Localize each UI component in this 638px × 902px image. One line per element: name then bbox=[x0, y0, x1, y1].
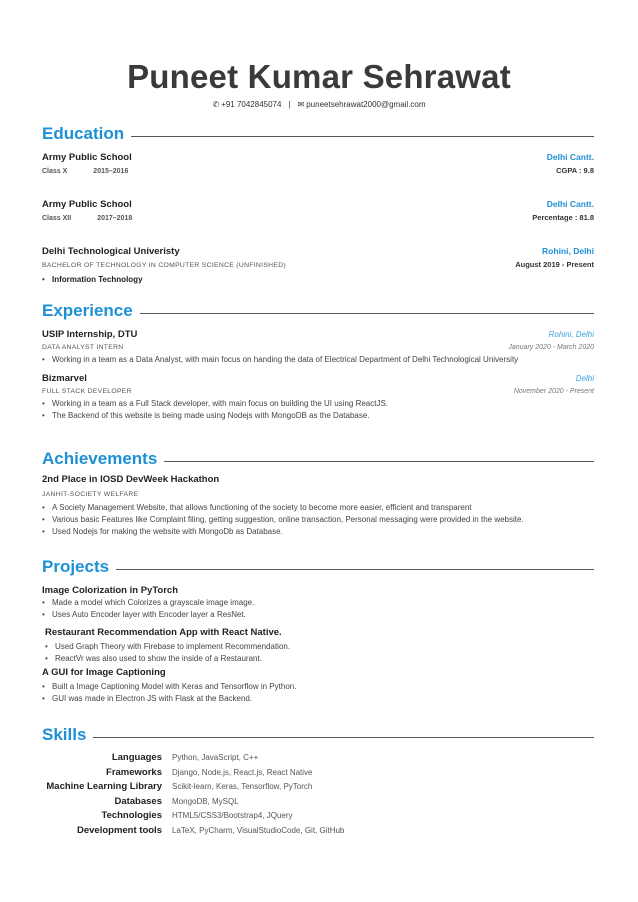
class-label: Class X bbox=[42, 168, 68, 175]
section-rule bbox=[116, 569, 594, 570]
list-item: • GUI was made in Electron JS with Flask at the Backend. bbox=[42, 693, 594, 705]
skill-row bbox=[42, 795, 594, 810]
degree-title: BACHELOR OF TECHNOLOGY IN COMPUTER SCIENCE (UNFINISHED) bbox=[42, 262, 286, 269]
skill-label: Machine Learning Library bbox=[46, 781, 162, 793]
project-entry bbox=[42, 666, 594, 705]
skill-label: Databases bbox=[114, 795, 162, 807]
skill-row bbox=[42, 809, 594, 824]
section-title: Skills bbox=[42, 725, 87, 744]
skill-value: Django, Node.js, React.js, React Native bbox=[172, 767, 313, 777]
skills-table bbox=[42, 751, 594, 839]
school-name: Army Public School bbox=[42, 152, 132, 163]
achievements-section bbox=[42, 448, 594, 538]
project-entry bbox=[42, 626, 594, 665]
list-item: • Various basic Features like Complaint filing, getting suggestion, online transaction, Personal messaging were provided in the website. bbox=[42, 514, 594, 526]
job-role: DATA ANALYST INTERN bbox=[42, 344, 124, 351]
envelope-icon: ✉ bbox=[297, 100, 305, 109]
class-year: 2017–2018 bbox=[97, 215, 133, 222]
company-location: Rohini, Delhi bbox=[548, 330, 594, 339]
education-heading bbox=[42, 123, 594, 145]
class-label: Class XII bbox=[42, 215, 72, 222]
skill-value: Scikit-learn, Keras, Tensorflow, PyTorch bbox=[172, 782, 313, 792]
job-role: FULL STACK DEVELOPER bbox=[42, 388, 132, 395]
list-item: • Working in a team as a Full Stack developer, with main focus on building the UI using ReactJS. bbox=[42, 398, 594, 410]
company-name: Bizmarvel bbox=[42, 373, 87, 384]
company-location: Delhi bbox=[575, 374, 594, 383]
section-rule bbox=[164, 461, 594, 462]
education-section bbox=[42, 123, 594, 286]
degree-dates: August 2019 - Present bbox=[515, 260, 594, 269]
education-entry bbox=[42, 197, 594, 225]
company-name: USIP Internship, DTU bbox=[42, 329, 138, 340]
contact-separator: | bbox=[288, 100, 291, 109]
contact-line bbox=[0, 99, 638, 111]
school-location: Delhi Cantt. bbox=[546, 199, 594, 209]
candidate-name: Puneet Kumar Sehrawat bbox=[127, 58, 511, 95]
skill-row bbox=[42, 780, 594, 795]
section-title: Education bbox=[42, 124, 125, 143]
list-item: • Uses Auto Encoder layer with Encoder layer a ResNet. bbox=[42, 609, 594, 621]
school-location: Rohini, Delhi bbox=[542, 246, 594, 256]
education-entry bbox=[42, 150, 594, 178]
skill-label: Development tools bbox=[77, 824, 162, 836]
list-item: • Used Nodejs for making the website with MongoDb as Database. bbox=[42, 526, 594, 538]
projects-section bbox=[42, 556, 594, 705]
school-name: Delhi Technological Univeristy bbox=[42, 246, 180, 257]
phone-number[interactable]: +91 7042845074 bbox=[221, 100, 282, 109]
education-entry bbox=[42, 244, 594, 286]
achievements-heading bbox=[42, 448, 594, 470]
section-title: Experience bbox=[42, 301, 133, 320]
skill-value: Python, JavaScript, C++ bbox=[172, 753, 259, 762]
skill-row bbox=[42, 824, 594, 839]
project-title: A GUI for Image Captioning bbox=[42, 667, 166, 678]
skill-label: Frameworks bbox=[106, 766, 162, 778]
school-name: Army Public School bbox=[42, 199, 132, 210]
skill-row bbox=[42, 751, 594, 766]
class-year: 2015–2016 bbox=[93, 168, 129, 175]
project-title: Restaurant Recommendation App with React Native. bbox=[45, 627, 282, 638]
section-rule bbox=[93, 737, 594, 738]
experience-entry bbox=[42, 372, 594, 422]
skill-value: HTML5/CSS3/Bootstrap4, JQuery bbox=[172, 811, 293, 821]
school-location: Delhi Cantt. bbox=[546, 152, 594, 162]
projects-heading bbox=[42, 556, 594, 578]
list-item: • ReactVr was also used to show the inside of a Restaurant. bbox=[45, 653, 594, 665]
skill-label: Technologies bbox=[101, 810, 162, 822]
experience-section bbox=[42, 300, 594, 422]
skills-heading bbox=[42, 724, 594, 746]
class-info bbox=[42, 166, 128, 178]
achievement-name: 2nd Place in IOSD DevWeek Hackathon bbox=[42, 474, 220, 485]
achievement-org: JANHIT-SOCIETY WELFARE bbox=[42, 491, 139, 498]
section-rule bbox=[131, 136, 594, 137]
skills-section bbox=[42, 724, 594, 839]
phone-icon: ✆ bbox=[212, 100, 220, 109]
list-item: • Made a model which Colorizes a grayscale image image. bbox=[42, 597, 594, 609]
grade: CGPA : 9.8 bbox=[556, 166, 594, 175]
experience-entry bbox=[42, 328, 594, 366]
skill-value: LaTeX, PyCharm, VisualStudioCode, Git, GitHub bbox=[172, 825, 345, 835]
section-title: Achievements bbox=[42, 449, 158, 468]
job-dates: November 2020 - Present bbox=[513, 388, 594, 395]
list-item: • Information Technology bbox=[42, 274, 594, 286]
email-link[interactable]: puneetsehrawat2000@gmail.com bbox=[306, 100, 426, 109]
list-item: • Built a Image Captioning Model with Keras and Tensorflow in Python. bbox=[42, 681, 594, 693]
achievement-entry bbox=[42, 473, 594, 538]
list-item: • A Society Management Website, that allows functioning of the society to become more easier, efficient and transparent bbox=[42, 502, 594, 514]
resume-header bbox=[0, 58, 638, 111]
list-item: • Used Graph Theory with Firebase to implement Recommendation. bbox=[45, 641, 594, 653]
project-title: Image Colorization in PyTorch bbox=[42, 585, 179, 596]
skill-row bbox=[42, 766, 594, 781]
class-info bbox=[42, 213, 132, 225]
skill-label: Languages bbox=[111, 752, 162, 763]
list-item: • The Backend of this website is being made using Nodejs with MongoDB as the Database. bbox=[42, 410, 594, 422]
project-entry bbox=[42, 584, 594, 621]
skill-value: MongoDB, MySQL bbox=[172, 796, 239, 806]
job-dates: January 2020 - March 2020 bbox=[508, 344, 594, 351]
grade: Percentage : 81.8 bbox=[532, 213, 594, 222]
section-title: Projects bbox=[42, 557, 110, 576]
experience-heading bbox=[42, 300, 594, 322]
section-rule bbox=[140, 313, 594, 314]
list-item: • Working in a team as a Data Analyst, with main focus on handing the data of Electrical Department of Delhi Technological University bbox=[42, 354, 594, 366]
